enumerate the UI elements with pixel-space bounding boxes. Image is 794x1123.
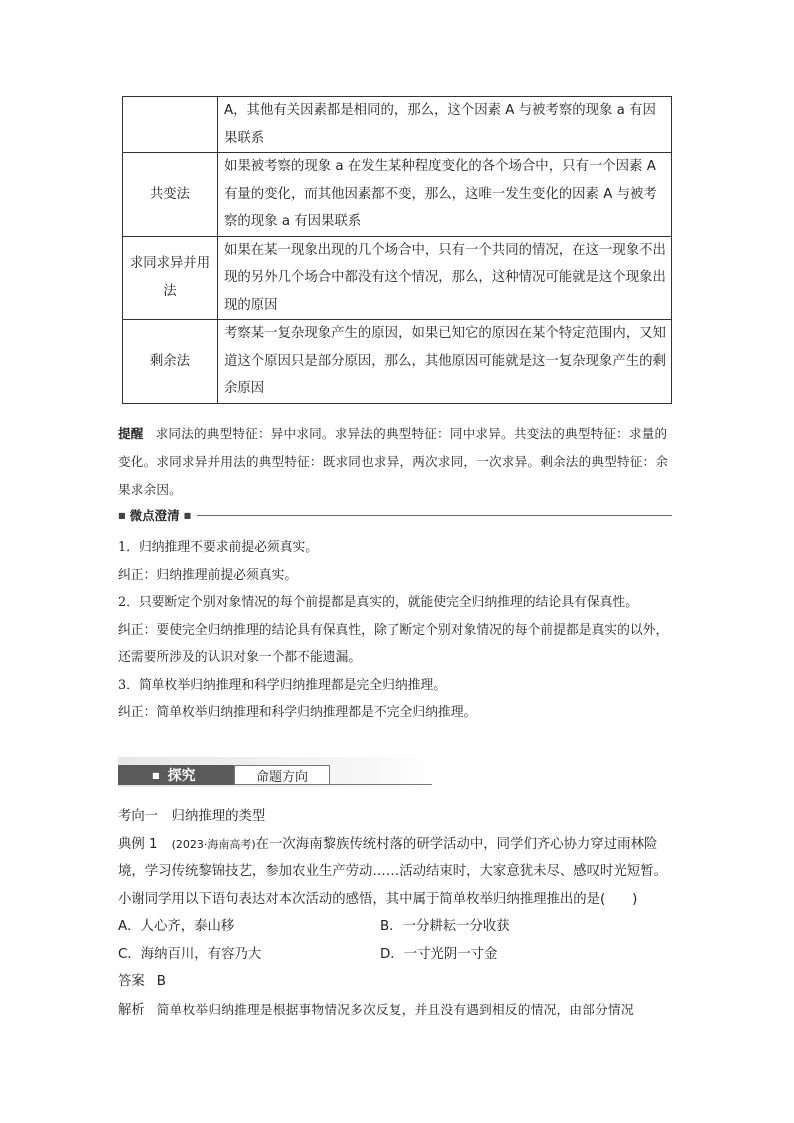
answer-value: B — [156, 974, 166, 989]
square-bullet-icon: ■ — [118, 510, 126, 520]
answer-line — [118, 968, 678, 996]
question-block — [118, 803, 678, 1024]
explore-title: 探究 — [167, 768, 196, 784]
clarify-line: 2．只要断定个别对象情况的每个前提都是真实的，就能使完全归纳推理的结论具有保真性。 — [118, 595, 639, 610]
methods-table — [122, 96, 672, 404]
clarify-title: 微点澄清 — [129, 508, 180, 523]
table-row — [123, 153, 672, 237]
option-b: B．一分耕耘一分收获 — [380, 919, 510, 934]
table-row — [123, 97, 672, 153]
method-description: 考察某一复杂现象产生的原因，如果已知它的原因在某个特定范围内，又知道这个原因只是部分原因，那么，其他原因可能就是这一复杂现象产生的剩余原因 — [218, 320, 672, 404]
example-label: 典例 1 — [118, 836, 158, 852]
analysis-label: 解析 — [118, 1002, 145, 1018]
method-name — [123, 97, 218, 153]
reminder-note — [118, 420, 678, 504]
clarify-line: 纠正：简单枚举归纳推理和科学归纳推理都是不完全归纳推理。 — [118, 705, 477, 720]
table-row — [123, 320, 672, 404]
table-row — [123, 236, 672, 320]
clarify-line: 3．简单枚举归纳推理和科学归纳推理都是完全归纳推理。 — [118, 677, 447, 693]
analysis-line — [118, 996, 678, 1025]
divider — [330, 784, 432, 785]
explore-banner — [118, 757, 432, 787]
option-d: D．一寸光阴一寸金 — [380, 946, 498, 962]
reminder-text: 求同法的典型特征：异中求同。求异法的典型特征：同中求异。共变法的典型特征：求量的变化。求同求异并用法的典型特征：既求同也求异，两次求同，一次求异。剩余法的典型特征：余果求余因。 — [118, 426, 669, 497]
method-description: A，其他有关因素都是相同的，那么，这个因素 A 与被考察的现象 a 有因果联系 — [218, 97, 672, 153]
clarify-list — [118, 534, 678, 727]
method-description: 如果被考察的现象 a 在发生某种程度变化的各个场合中，只有一个因素 A 有量的变化，而其他因素都不变，那么，这唯一发生变化的因素 A 与被考察的现象 a 有因果联系 — [218, 153, 672, 237]
reminder-label: 提醒 — [118, 426, 144, 441]
method-name: 求同求异并用法 — [123, 236, 218, 320]
method-name: 共变法 — [123, 153, 218, 237]
clarify-heading — [118, 507, 672, 523]
answer-label: 答案 — [118, 974, 145, 989]
options-row — [118, 941, 678, 969]
clarify-line: 1．归纳推理不要求前提必须真实。 — [118, 540, 319, 555]
example-text: 在一次海南黎族传统村落的研学活动中，同学们齐心协力穿过雨林险境，学习传统黎锦技艺，参加农业生产劳动……活动结束时，大家意犹未尽、感叹时光短暂。小谢同学用以下语句表达对本次活动的感悟，其中属于简单枚举归纳推理推出的是( ) — [118, 836, 668, 907]
example-source: (2023·海南高考) — [171, 837, 256, 851]
topic-heading: 考向一 归纳推理的类型 — [118, 809, 266, 824]
example-stem — [118, 831, 678, 914]
divider — [197, 515, 672, 516]
method-name: 剩余法 — [123, 320, 218, 404]
option-a: A．人心齐，泰山移 — [118, 919, 235, 934]
method-description: 如果在某一现象出现的几个场合中，只有一个共同的情况，在这一现象不出现的另外几个场合中都没有这个情况，那么，这种情况可能就是这个现象出现的原因 — [218, 236, 672, 320]
square-bullet-icon: ■ — [152, 770, 160, 780]
square-bullet-icon: ■ — [183, 510, 192, 520]
clarify-line: 纠正：归纳推理前提必须真实。 — [118, 567, 298, 583]
options-row — [118, 913, 678, 941]
explore-tab: 命题方向 — [234, 765, 330, 785]
option-c: C．海纳百川，有容乃大 — [118, 946, 262, 962]
analysis-text: 简单枚举归纳推理是根据事物情况多次反复，并且没有遇到相反的情况，由部分情况 — [156, 1001, 634, 1017]
clarify-line: 纠正：要使完全归纳推理的结论具有保真性，除了断定个别对象情况的每个前提都是真实的以外，还需要所涉及的认识对象一个都不能遗漏。 — [118, 622, 669, 665]
explore-label — [118, 765, 234, 785]
